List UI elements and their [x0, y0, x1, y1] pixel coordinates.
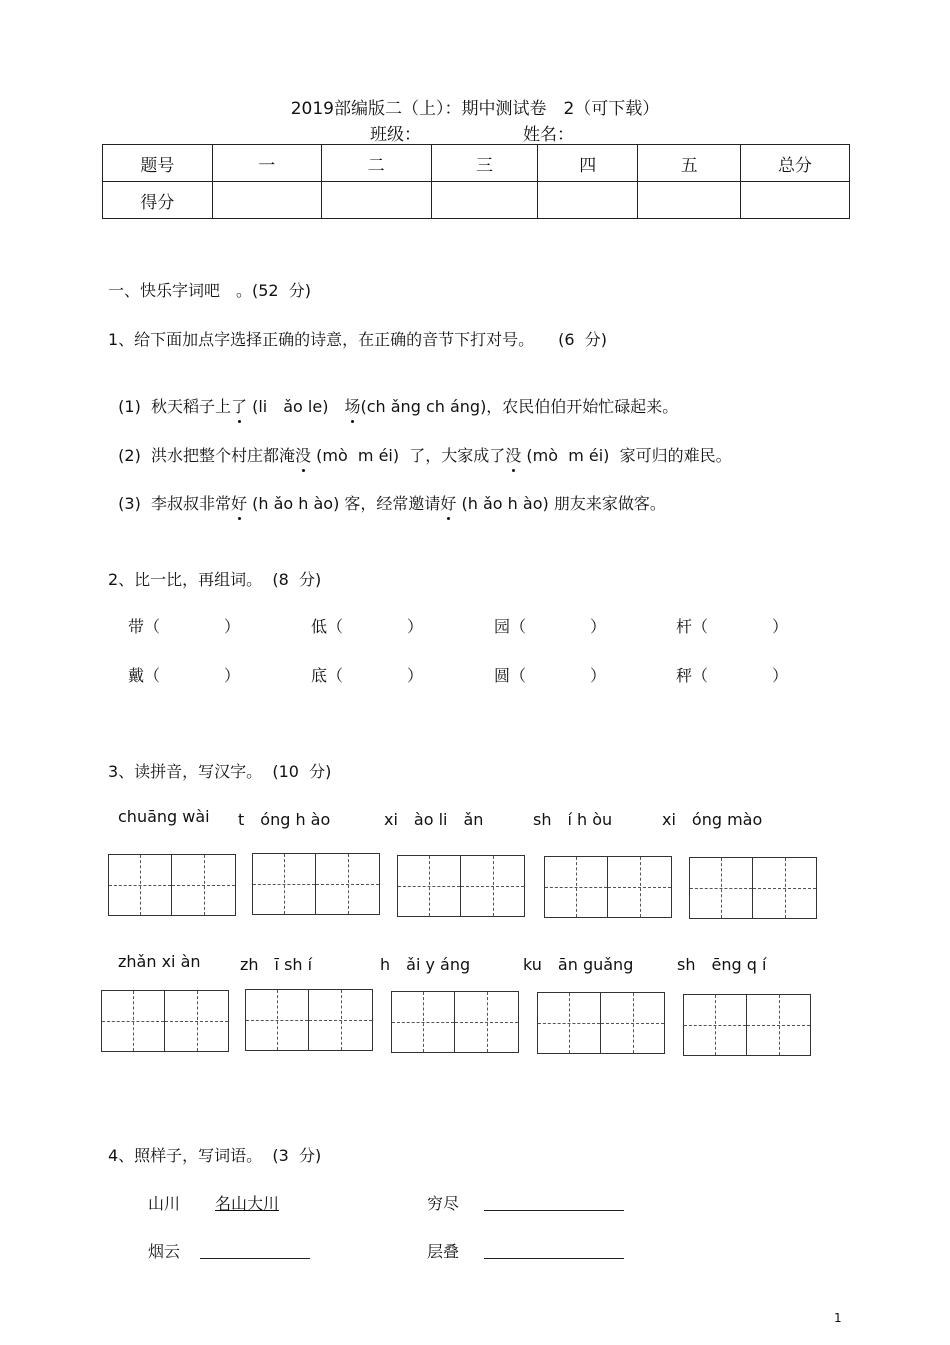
score-table-header-cell: 一: [212, 145, 321, 182]
pinyin-label: xi ào li ǎn: [384, 810, 484, 829]
pinyin-label: chuāng wài: [118, 807, 210, 826]
page-title: 2019部编版二（上）：期中测试卷 2（可下载）: [290, 99, 660, 119]
score-table-header-row: [103, 145, 850, 182]
dotted-char: 了: [231, 397, 248, 416]
tianzige-box[interactable]: [683, 994, 811, 1056]
tianzige-box[interactable]: [101, 990, 229, 1052]
score-table: [102, 144, 850, 219]
section-heading: 一、快乐字词吧 。(52 分): [108, 281, 312, 300]
word-item: 穷尽: [427, 1194, 460, 1213]
pinyin-label: sh í h òu: [533, 810, 613, 829]
pinyin-label: sh ēng q í: [677, 955, 767, 974]
pinyin-options[interactable]: (ch ǎng ch áng)，农民伯伯开始忙碌起来。: [360, 397, 679, 416]
pinyin-options[interactable]: (li ǎo le): [247, 397, 345, 416]
compare-word-7[interactable]: 圆（ ）: [494, 666, 607, 685]
example-answer: 名山大川: [215, 1194, 280, 1213]
answer-blank[interactable]: [200, 1240, 310, 1259]
tianzige-box[interactable]: [252, 853, 380, 915]
score-table-header-cell: 四: [538, 145, 638, 182]
example-word: 山川: [148, 1194, 181, 1213]
pinyin-options[interactable]: (h ǎo h ào) 朋友来家做客。: [456, 494, 666, 513]
dotted-char: 没: [505, 446, 522, 465]
word-item: 层叠: [427, 1242, 460, 1261]
score-cell[interactable]: [741, 182, 850, 219]
score-cell[interactable]: [431, 182, 538, 219]
pinyin-label: t óng h ào: [238, 810, 331, 829]
pinyin-options[interactable]: (h ǎo h ào) 客，经常邀请: [247, 494, 441, 513]
score-cell[interactable]: [321, 182, 431, 219]
question-3-prompt: 3、读拼音，写汉字。 (10 分): [108, 762, 332, 781]
pinyin-options[interactable]: (mò m éi) 了，大家成了: [311, 446, 506, 465]
compare-word-8[interactable]: 秤（ ）: [676, 666, 789, 685]
word-item: 烟云: [148, 1242, 181, 1261]
pinyin-label: ku ān guǎng: [523, 955, 634, 974]
question-4-prompt: 4、照样子，写词语。 (3 分): [108, 1146, 322, 1165]
question-1-item-1: [108, 375, 678, 417]
dotted-char: 场: [344, 397, 361, 416]
score-cell[interactable]: [538, 182, 638, 219]
tianzige-box[interactable]: [245, 989, 373, 1051]
question-1-item-2: [108, 424, 732, 466]
dotted-char: 没: [295, 446, 312, 465]
question-1-prompt: 1、给下面加点字选择正确的诗意，在正确的音节下打对号。 (6 分): [108, 330, 608, 349]
question-1-item-3: [108, 472, 666, 514]
tianzige-box[interactable]: [544, 856, 672, 918]
score-table-header-cell: 二: [321, 145, 431, 182]
score-table-header-cell: 总分: [741, 145, 850, 182]
item-text: (1) 秋天稻子上: [118, 397, 232, 416]
compare-word-3[interactable]: 园（ ）: [494, 617, 607, 636]
item-text: (3) 李叔叔非常: [118, 494, 232, 513]
item-text: (2) 洪水把整个村庄都淹: [118, 446, 296, 465]
compare-word-5[interactable]: 戴（ ）: [128, 666, 241, 685]
score-table-score-row: [103, 182, 850, 219]
pinyin-label: xi óng mào: [662, 810, 763, 829]
score-cell[interactable]: [212, 182, 321, 219]
score-cell[interactable]: [638, 182, 741, 219]
tianzige-box[interactable]: [689, 857, 817, 919]
question-2-prompt: 2、比一比，再组词。 (8 分): [108, 570, 322, 589]
pinyin-label: zh ī sh í: [240, 955, 313, 974]
pinyin-options[interactable]: (mò m éi) 家可归的难民。: [521, 446, 732, 465]
score-row-label: 得分: [103, 182, 213, 219]
tianzige-box[interactable]: [391, 991, 519, 1053]
dotted-char: 好: [231, 494, 248, 513]
page-number: 1: [834, 1311, 842, 1325]
compare-word-2[interactable]: 低（ ）: [311, 617, 424, 636]
score-table-header-cell: 题号: [103, 145, 213, 182]
answer-blank[interactable]: [484, 1192, 624, 1211]
score-table-header-cell: 五: [638, 145, 741, 182]
compare-word-4[interactable]: 杆（ ）: [676, 617, 789, 636]
name-label: 姓名：: [523, 125, 574, 145]
pinyin-label: zhǎn xi àn: [118, 952, 201, 971]
dotted-char: 好: [440, 494, 457, 513]
compare-word-1[interactable]: 带（ ）: [128, 617, 241, 636]
tianzige-box[interactable]: [397, 855, 525, 917]
tianzige-box[interactable]: [108, 854, 236, 916]
answer-blank[interactable]: [484, 1240, 624, 1259]
compare-word-6[interactable]: 底（ ）: [311, 666, 424, 685]
class-label: 班级：: [370, 125, 421, 145]
pinyin-label: h ǎi y áng: [380, 955, 471, 974]
score-table-header-cell: 三: [431, 145, 538, 182]
tianzige-box[interactable]: [537, 992, 665, 1054]
